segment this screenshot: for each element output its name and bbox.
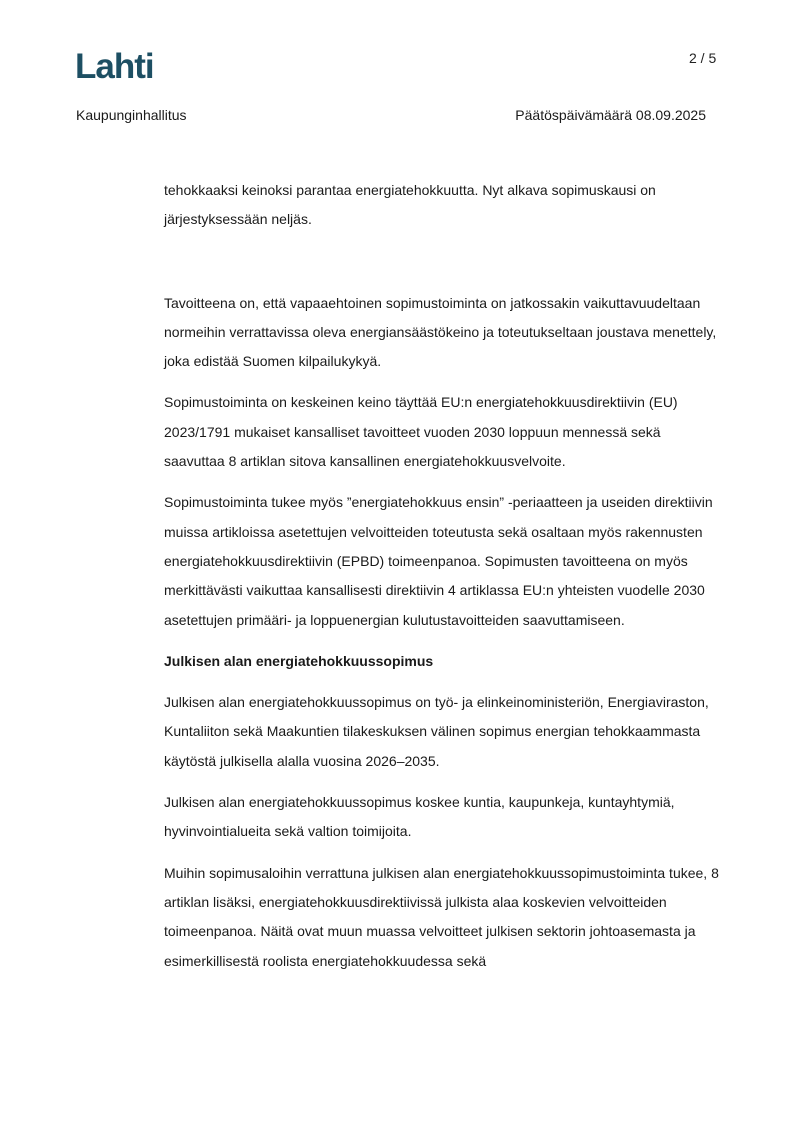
svg-text:Lahti: Lahti (75, 47, 154, 83)
paragraph: Sopimustoiminta on keskeinen keino täyttää EU:n energiatehokkuusdirektiivin (EU) 2023/1791 mukaiset kansalliset tavoitteet vuoden 2030 loppuun mennessä sekä saavuttaa 8 artiklan sitova kansallinen energiatehokkuusvelvoite. (164, 394, 678, 470)
section-heading: Julkisen alan energiatehokkuussopimus (164, 652, 434, 669)
document-body (164, 176, 720, 988)
lahti-logo (75, 47, 167, 83)
paragraph: Tavoitteena on, että vapaaehtoinen sopimustoiminta on jatkossakin vaikuttavuudeltaan normeihin verrattavissa oleva energiansäästökeino ja toteutukseltaan joustava menettely, joka edistää Suomen kilpailukykyä. (164, 294, 717, 370)
paragraph: Julkisen alan energiatehokkuussopimus koskee kuntia, kaupunkeja, kuntayhtymiä, hyvinvointialueita sekä valtion toimijoita. (164, 794, 675, 840)
organization-name: Kaupunginhallitus (76, 107, 187, 123)
page-number: 2 / 5 (689, 50, 717, 66)
decision-date: Päätöspäivämäärä 08.09.2025 (515, 107, 706, 123)
paragraph: Muihin sopimusaloihin verrattuna julkisen alan energiatehokkuussopimustoiminta tukee, 8 artiklan lisäksi, energiatehokkuusdirektiivissä julkista alaa koskevien velvoitteiden toimeenpanoa. Näitä ovat muun muassa velvoitteet julkisen sektorin johtoasemasta ja esimerkillisestä roolista energiatehokkuudessa sekä (164, 864, 719, 969)
paragraph: tehokkaaksi keinoksi parantaa energiatehokkuutta. Nyt alkava sopimuskausi on järjestyksessään neljäs. (164, 182, 656, 228)
paragraph: Sopimustoiminta tukee myös ”energiatehokkuus ensin” -periaatteen ja useiden direktiivin muissa artikloissa asetettujen velvoitteiden toteutusta sekä osaltaan myös rakennusten energiatehokkuusdirektiivin (EPBD) toimeenpanoa. Sopimusten tavoitteena on myös merkittävästi vaikuttaa kansallisesti direktiivin 4 artiklassa EU:n yhteisten vuodelle 2030 asetettujen primääri- ja loppuenergian kulutustavoitteiden saavuttamiseen. (164, 494, 713, 628)
paragraph: Julkisen alan energiatehokkuussopimus on työ- ja elinkeinoministeriön, Energiaviraston, Kuntaliiton sekä Maakuntien tilakeskuksen välinen sopimus energian tehokkaammasta käytöstä julkisella alalla vuosina 2026–2035. (164, 694, 709, 769)
